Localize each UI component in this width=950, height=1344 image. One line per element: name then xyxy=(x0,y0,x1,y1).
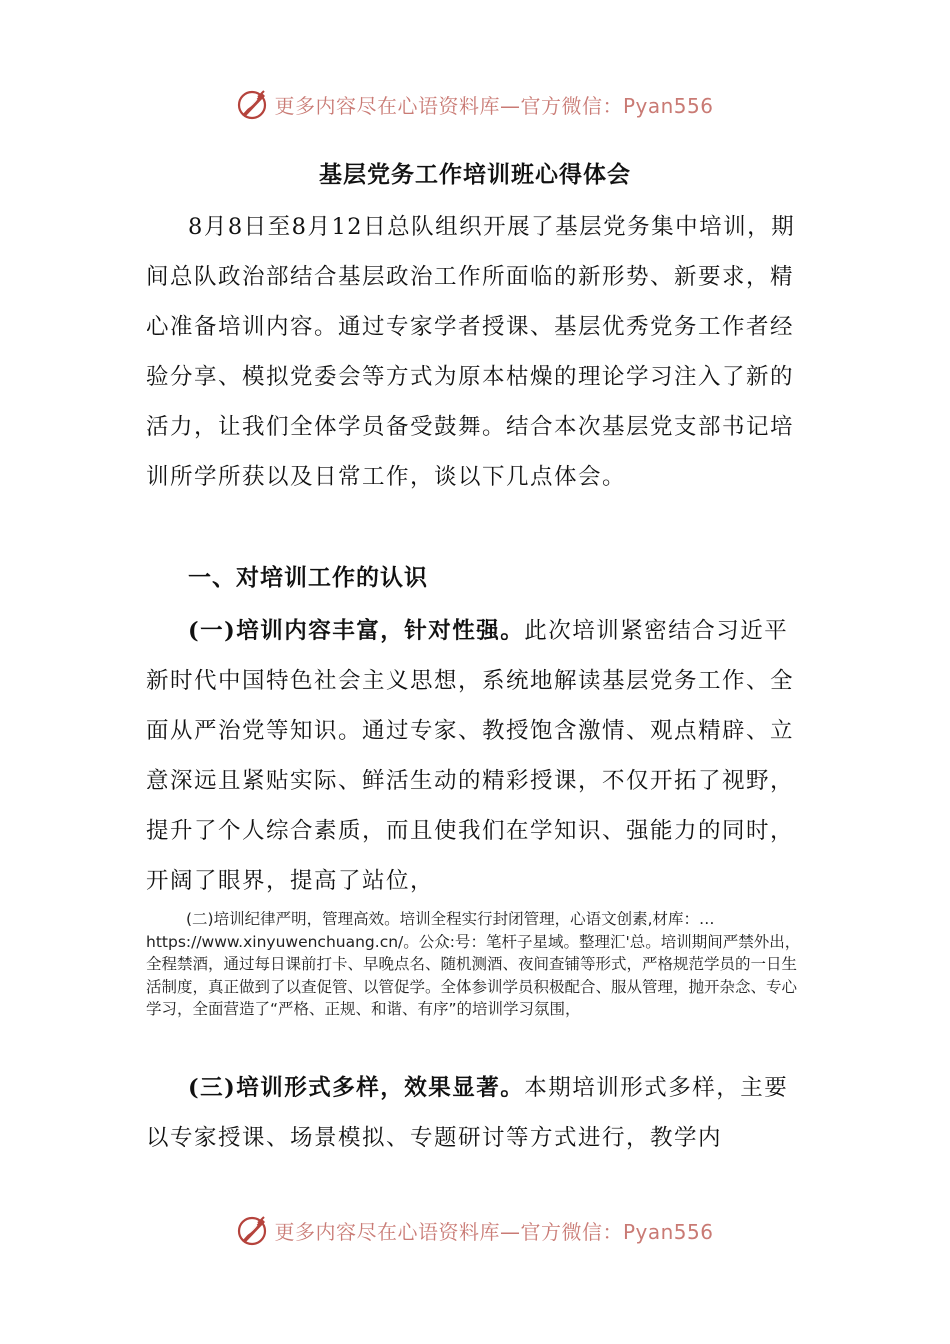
header-banner xyxy=(0,84,950,124)
page-title: 基层党务工作培训班心得体会 xyxy=(319,161,631,188)
point-three-body: 本期培训形式多样，主要以专家授课、场景模拟、专题研讨等方式进行，教学内 xyxy=(146,1075,789,1151)
footer-banner xyxy=(0,1210,950,1250)
quill-logo-icon xyxy=(236,87,270,121)
banner-text: 更多内容尽在心语资料库—官方微信：Pyan556 xyxy=(274,93,714,118)
point-one-paragraph xyxy=(146,606,808,906)
point-one-body: 此次培训紧密结合习近平新时代中国特色社会主义思想，系统地解读基层党务工作、全面从严治党等知识。通过专家、教授饱含激情、观点精辟、立意深远且紧贴实际、鲜活生动的精彩授课，不仅开拓了视野，提升了个人综合素质，而且使我们在学知识、强能力的同时，开阔了眼界，提高了站位， xyxy=(146,618,795,894)
quill-logo-icon xyxy=(236,1213,270,1247)
point-three-paragraph xyxy=(146,1063,808,1163)
point-one-lead: (一)培训内容丰富，针对性强。 xyxy=(188,618,525,644)
banner-text: 更多内容尽在心语资料库—官方微信：Pyan556 xyxy=(274,1219,714,1244)
point-two-paragraph: (二)培训纪律严明，管理高效。培训全程实行封闭管理，心语文创素,材库：…https://www.xinyuwenchuang.cn/。公众:号：笔杆子星域。整理汇'总。培训期间严禁外出，全程禁酒，通过每日课前打卡、早晚点名、随机测酒、夜间查铺等形式，严格规范学员的一日生活制度，真正做到了以查促管、以管促学。全体参训学员积极配合、服从管理，抛开杂念、专心学习，全面营造了“严格、正规、和谐、有序”的培训学习氛围， xyxy=(146,910,801,1018)
intro-paragraph: 8月8日至8月12日总队组织开展了基层党务集中培训，期间总队政治部结合基层政治工作所面临的新形势、新要求，精心准备培训内容。通过专家学者授课、基层优秀党务工作者经验分享、模拟党委会等方式为原本枯燥的理论学习注入了新的活力，让我们全体学员备受鼓舞。结合本次基层党支部书记培训所学所获以及日常工作，谈以下几点体会。 xyxy=(146,214,796,490)
point-three-lead: (三)培训形式多样，效果显著。 xyxy=(188,1075,525,1101)
section-heading: 一、对培训工作的认识 xyxy=(188,564,428,591)
